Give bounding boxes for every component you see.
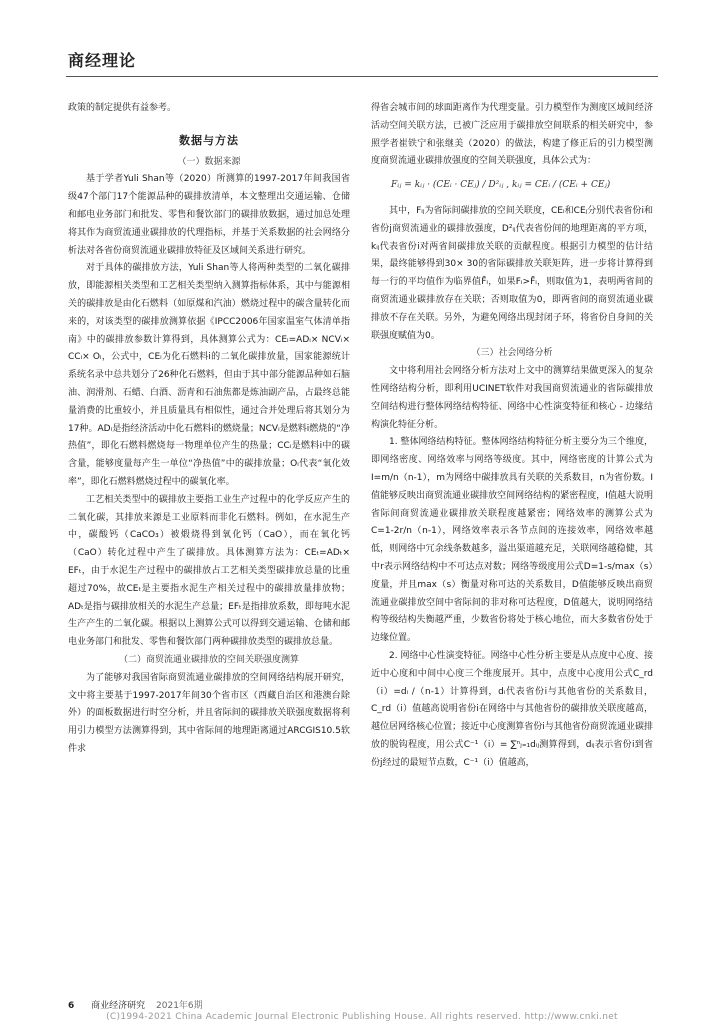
paragraph-process-emission: 工艺相关类型中的碳排放主要指工业生产过程中的化学反应产生的二氧化碳，其排放来源是工业原料而非化石燃料。例如，在水泥生产中，碳酸钙（CaCO₃）被煅烧得到氧化钙（CaO），而在氧化钙（CaO）转化过程中产生了碳排放。具体测算方法为：CEₜ=ADₜ× EFₜ，由于水泥生产过程中的碳排放占工艺相关类型碳排放总量的比重超过70%，故CEₜ是主要指水泥生产相关过程中的碳排放量排放物；ADₜ是指与碳排放相关的水泥生产总量；EFₜ是指排放系数，即每吨水泥生产产生的二氧化碳。根据以上测算公式可以得到交通运输、仓储和邮电业务部门和批发、零售和餐饮部门两种碳排放类型的碳排放总量。: [68, 494, 350, 648]
header-divider: [66, 76, 658, 77]
paragraph-emission-method: 对于具体的碳排放方法，Yuli Shan等人将两种类型的二氧化碳排放，即能源相关类型和工艺相关类型纳入测算指标体系，其中与能源相关的碳排放是由化石燃料（如原煤和汽油）燃烧过程中的碳含量转化而来的，对该类型的碳排放测算依据《IPCC2006年国家温室气体清单指南》中的碳排放参数计算得到，具体测算公式为：CEᵢ=ADᵢ× NCVᵢ× CCᵢ× Oᵢ，公式中，CEᵢ为化石燃料i的二氧化碳排放量，国家能源统计系统名录中总共划分了26种化石燃料，但由于其中部分能源品种如石脑油、润滑剂、石蜡、白酒、沥青和石油焦都是炼油副产品，占最终总能量消费的比重较小，并且质量具有相似性，通过合并处理后将其划分为17种。ADᵢ是指经济活动中化石燃料i的燃烧量；NCVᵢ是燃料i燃烧的“净热值”，即化石燃料燃烧每一物理单位产生的热量；CCᵢ是燃料i中的碳含量，能够度量每产生一单位“净热值”中的碳排放量；Oᵢ代表“氧化效率”，即化石燃料燃烧过程中的碳氧化率。: [68, 263, 350, 487]
heading-data-and-method: 数据与方法: [179, 133, 239, 147]
paragraph-network-structure: 1. 整体网络结构特征。整体网络结构特征分析主要分为三个维度，即网络密度、网络效率与网络等级度。其中，网络密度的计算公式为I=m/n（n-1），m为网络中碳排放具有关联的关系数目，n为省份数。I值能够反映出商贸流通业碳排放空间网络结构的紧密程度，I值越大说明省际间商贸流通业碳排放关联程度越紧密；网络效率的测算公式为C=1-2r/n（n-1），网络效率表示各节点间的连接效率，网络效率越低，则网络中冗余线条数越多，溢出渠道越充足，关联网络越稳健，其中r表示网络结构中不可达点对数；网络等级度用公式D=1-s/max（s）度量，并且max（s）衡量对称可达的关系数目，D值能够反映出商贸流通业碳排放空间中省际间的非对称可达程度，D值越大，说明网络结构等级结构失衡越严重，少数省份将处于核心地位，而大多数省份处于边缘位置。: [371, 437, 653, 644]
journal-issue: 2021年6期: [156, 1001, 203, 1011]
paragraph-gravity-model: 得省会城市间的球面距离作为代理变量。引力模型作为测度区域间经济活动空间关联方法，已被广泛应用于碳排放空间联系的相关研究中，参照学者崔铁宁和张继美（2020）的做法，构建了修正后的引力模型测度商贸流通业碳排放强度的空间关联强度，具体公式为：: [371, 103, 653, 167]
paragraph-network-centrality: 2. 网络中心性演变特征。网络中心性分析主要是从点度中心度、接近中心度和中间中心度三个维度展开。其中，点度中心度用公式C_rd（i）=dᵢ /（n-1）计算得到，dᵢ代表省份i与其他省份的关系数目，C_rd（i）值越高说明省份i在网络中与其他省份的碳排放关联度越高，越位居网络核心位置；接近中心度测算省份i与其他省份商贸流通业碳排放的脱钩程度，用公式C⁻¹（i）= ∑ⁿⱼ₌₁dᵢⱼ测算得到，dᵢⱼ表示省份i到省份j经过的最短节点数，C⁻¹（i）值越高，: [371, 650, 653, 768]
paragraph-formula-explanation: 其中，Fᵢⱼ为省际间碳排放的空间关联度，CEᵢ和CEⱼ分别代表省份i和省份j商贸流通业的碳排放强度，D²ᵢⱼ代表省份间的地理距离的平方项，kᵢⱼ代表省份i对两省间碳排放关联的贡献程度。根据引力模型的估计结果，最终能够得到30× 30的省际碳排放关联矩阵，进一步将计算得到每一行的平均值作为临界值F̄ᵢ，如果Fᵢ>F̄ᵢ，则取值为1，表明两省间的商贸流通业碳排放存在关联；否则取值为0，即两省间的商贸流通业碳排放不存在关联。另外，为避免网络出现封闭子环，将省份自身间的关联强度赋值为0。: [371, 205, 653, 341]
subheading-data-source: （一）数据来源: [177, 156, 241, 167]
paragraph-network-intro: 文中将利用社会网络分析方法对上文中的测算结果做更深入的复杂性网络结构分析，即利用UCINET软件对我国商贸流通业的省际碳排放空间结构进行整体网络结构特征、网络中心性演变特征和核心 - 边缘结构演化特征分析。: [371, 366, 653, 430]
journal-name: 商业经济研究: [91, 1001, 146, 1011]
paragraph-spatial-analysis: 为了能够对我国省际商贸流通业碳排放的空间网络结构展开研究，文中将主要基于1997-2017年间30个省市区（西藏自治区和港澳台除外）的面板数据进行时空分析，并且省际间的碳排放关联强度数据将利用引力模型方法测算得到，其中省际间的地理距离通过ARCGIS10.5软件求: [68, 672, 350, 754]
subheading-spatial-strength: （二）商贸流通业碳排放的空间关联强度测算: [118, 654, 299, 665]
left-column: [68, 100, 350, 759]
subheading-social-network: （三）社会网络分析: [471, 348, 553, 359]
page-number: 6: [68, 1001, 75, 1011]
right-column: [371, 100, 653, 772]
gravity-formula: Fᵢⱼ = kᵢⱼ · (CEᵢ · CEⱼ) / D²ᵢⱼ , kᵢⱼ = CEᵢ / (CEᵢ + CEⱼ): [391, 180, 611, 191]
paragraph-data-source: 基于学者Yuli Shan等（2020）所测算的1997-2017年间我国省级47个部门17个能源品种的碳排放清单，本文整理出交通运输、仓储和邮电业务部门和批发、零售和餐饮部门的碳排放数据，通过加总处理将其作为商贸流通业碳排放的代理指标，并基于关系数据的社会网络分析法对各省份商贸流通业碳排放特征及区域间关系进行研究。: [68, 174, 350, 256]
paragraph-intro-end: 政策的制定提供有益参考。: [68, 103, 177, 113]
copyright-notice: (C)1994-2021 China Academic Journal Electronic Publishing House. All rights reserved. http://www.cnki.net: [106, 1012, 618, 1022]
section-title: 商经理论: [68, 51, 137, 70]
page-footer: [68, 998, 203, 1011]
